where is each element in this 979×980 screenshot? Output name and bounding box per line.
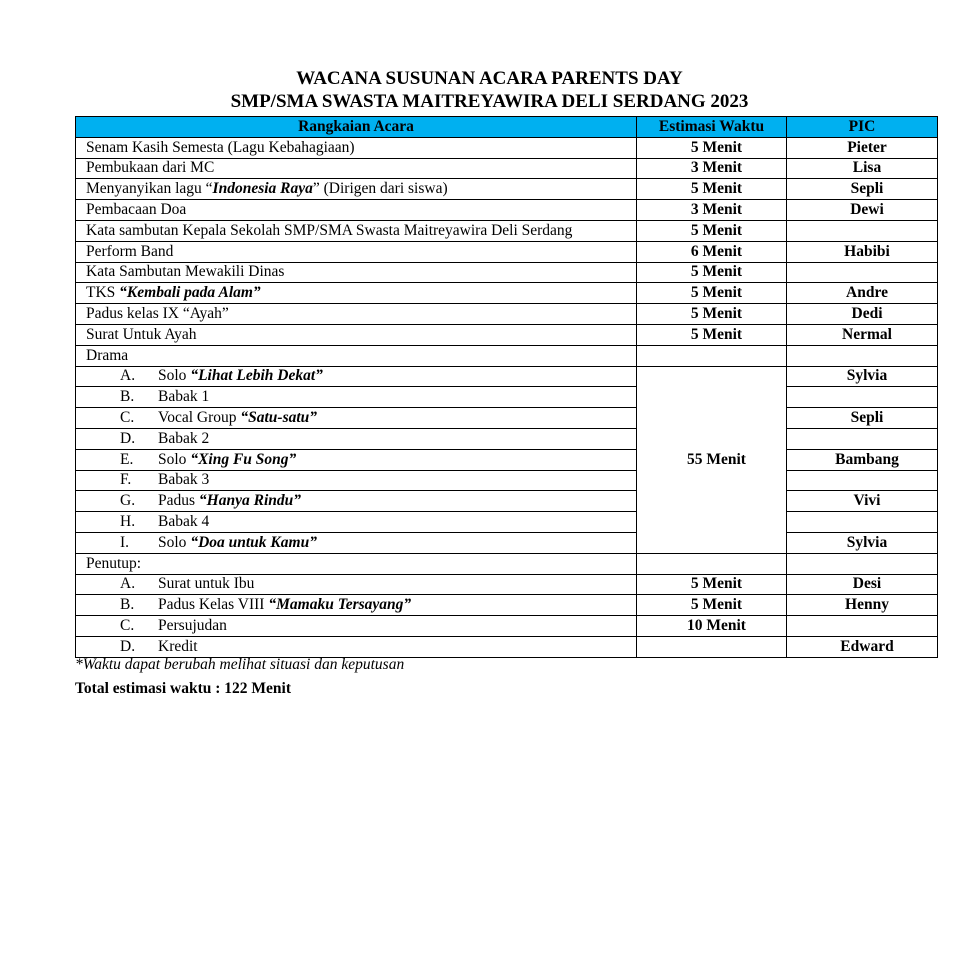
item-text: Babak 1 <box>158 388 210 406</box>
table-row <box>76 324 938 345</box>
drama-item-row <box>76 428 938 449</box>
acara-cell: Perform Band <box>76 241 637 262</box>
penutup-item-cell <box>76 636 637 657</box>
header-pic: PIC <box>787 117 938 138</box>
pic-cell: Nermal <box>787 324 938 345</box>
drama-label: Drama <box>76 345 637 366</box>
drama-item-cell <box>76 408 637 429</box>
drama-item-row <box>76 532 938 553</box>
waktu-cell: 5 Menit <box>637 137 787 158</box>
item-text: Kredit <box>158 637 198 655</box>
drama-item-cell <box>76 428 637 449</box>
drama-item-cell <box>76 491 637 512</box>
pic-cell: Sepli <box>787 179 938 200</box>
pic-cell: Dewi <box>787 200 938 221</box>
acara-text: TKS <box>86 284 120 302</box>
acara-title: “Kembali pada Alam” <box>119 284 261 302</box>
item-marker: A. <box>120 575 136 593</box>
drama-item-row <box>76 512 938 533</box>
waktu-cell: 5 Menit <box>637 304 787 325</box>
item-text: Padus Kelas VIII <box>158 596 269 614</box>
pic-cell: Vivi <box>787 491 938 512</box>
total-estimate: Total estimasi waktu : 122 Menit <box>75 680 291 697</box>
penutup-item-cell <box>76 574 637 595</box>
item-text: Padus <box>158 492 199 510</box>
item-text: Surat untuk Ibu <box>158 575 255 593</box>
acara-cell: Padus kelas IX “Ayah” <box>76 304 637 325</box>
pic-cell <box>787 428 938 449</box>
document-subtitle: SMP/SMA SWASTA MAITREYAWIRA DELI SERDANG 2023 <box>230 91 749 112</box>
penutup-item-row <box>76 595 938 616</box>
item-marker: E. <box>120 450 134 468</box>
item-title: “Xing Fu Song” <box>190 450 297 468</box>
penutup-item-row <box>76 574 938 595</box>
item-marker: C. <box>120 617 135 635</box>
item-marker: B. <box>120 596 135 614</box>
item-marker: F. <box>120 471 132 489</box>
waktu-cell: 3 Menit <box>637 158 787 179</box>
penutup-item-cell <box>76 616 637 637</box>
drama-item-cell <box>76 366 637 387</box>
waktu-cell <box>637 553 787 574</box>
item-text: Solo <box>158 450 191 468</box>
table-row <box>76 304 938 325</box>
waktu-cell: 5 Menit <box>637 595 787 616</box>
acara-cell: Pembukaan dari MC <box>76 158 637 179</box>
acara-cell <box>76 283 637 304</box>
pic-cell: Desi <box>787 574 938 595</box>
pic-cell <box>787 387 938 408</box>
item-marker: G. <box>120 492 136 510</box>
table-row <box>76 179 938 200</box>
footnote: *Waktu dapat berubah melihat situasi dan keputusan <box>75 656 405 673</box>
penutup-item-cell <box>76 595 637 616</box>
table-row <box>76 158 938 179</box>
drama-item-cell <box>76 532 637 553</box>
item-marker: H. <box>120 513 136 531</box>
acara-cell: Kata Sambutan Mewakili Dinas <box>76 262 637 283</box>
item-title: “Satu-satu” <box>240 409 318 427</box>
drama-item-cell <box>76 387 637 408</box>
item-text: Persujudan <box>158 617 227 635</box>
waktu-cell: 10 Menit <box>637 616 787 637</box>
drama-item-row <box>76 449 938 470</box>
waktu-cell: 5 Menit <box>637 179 787 200</box>
waktu-cell <box>637 345 787 366</box>
acara-cell <box>76 179 637 200</box>
drama-item-row <box>76 387 938 408</box>
penutup-label: Penutup: <box>76 553 637 574</box>
waktu-cell: 6 Menit <box>637 241 787 262</box>
acara-cell: Pembacaan Doa <box>76 200 637 221</box>
schedule-table <box>75 116 938 658</box>
pic-cell <box>787 616 938 637</box>
acara-text: Menyanyikan lagu “ <box>86 180 213 198</box>
drama-item-cell <box>76 512 637 533</box>
waktu-cell <box>637 636 787 657</box>
pic-cell: Edward <box>787 636 938 657</box>
table-header-row <box>76 117 938 138</box>
item-text: Vocal Group <box>158 409 241 427</box>
item-marker: C. <box>120 409 135 427</box>
item-marker: I. <box>120 533 130 551</box>
pic-cell: Pieter <box>787 137 938 158</box>
acara-cell: Senam Kasih Semesta (Lagu Kebahagiaan) <box>76 137 637 158</box>
acara-text: ” (Dirigen dari siswa) <box>312 180 448 198</box>
waktu-cell: 5 Menit <box>637 574 787 595</box>
pic-cell: Bambang <box>787 449 938 470</box>
pic-cell: Habibi <box>787 241 938 262</box>
pic-cell <box>787 262 938 283</box>
penutup-header-row <box>76 553 938 574</box>
item-text: Solo <box>158 533 191 551</box>
pic-cell: Andre <box>787 283 938 304</box>
pic-cell <box>787 512 938 533</box>
pic-cell: Sepli <box>787 408 938 429</box>
item-marker: B. <box>120 388 135 406</box>
table-row <box>76 220 938 241</box>
penutup-item-row <box>76 616 938 637</box>
header-rangkaian-acara: Rangkaian Acara <box>76 117 637 138</box>
item-text: Solo <box>158 367 191 385</box>
acara-cell: Kata sambutan Kepala Sekolah SMP/SMA Swasta Maitreyawira Deli Serdang <box>76 220 637 241</box>
pic-cell: Dedi <box>787 304 938 325</box>
drama-item-row <box>76 366 938 387</box>
item-title: “Hanya Rindu” <box>198 492 301 510</box>
item-marker: D. <box>120 429 136 447</box>
waktu-cell: 3 Menit <box>637 200 787 221</box>
drama-item-row <box>76 470 938 491</box>
item-marker: D. <box>120 637 136 655</box>
item-text: Babak 3 <box>158 471 210 489</box>
item-title: “Doa untuk Kamu” <box>190 533 317 551</box>
table-row <box>76 137 938 158</box>
item-text: Babak 2 <box>158 429 210 447</box>
pic-cell <box>787 345 938 366</box>
pic-cell <box>787 470 938 491</box>
waktu-cell: 5 Menit <box>637 262 787 283</box>
drama-header-row <box>76 345 938 366</box>
document-title: WACANA SUSUNAN ACARA PARENTS DAY <box>296 68 683 89</box>
pic-cell: Sylvia <box>787 366 938 387</box>
pic-cell: Lisa <box>787 158 938 179</box>
drama-item-cell <box>76 449 637 470</box>
header-estimasi-waktu: Estimasi Waktu <box>637 117 787 138</box>
item-marker: A. <box>120 367 136 385</box>
table-row <box>76 241 938 262</box>
item-text: Babak 4 <box>158 513 210 531</box>
drama-item-row <box>76 408 938 429</box>
table-row <box>76 200 938 221</box>
item-title: “Lihat Lebih Dekat” <box>190 367 323 385</box>
table-row <box>76 283 938 304</box>
item-title: “Mamaku Tersayang” <box>268 596 412 614</box>
pic-cell <box>787 220 938 241</box>
waktu-cell: 5 Menit <box>637 283 787 304</box>
waktu-cell: 5 Menit <box>637 324 787 345</box>
acara-title: Indonesia Raya <box>212 180 313 198</box>
acara-cell: Surat Untuk Ayah <box>76 324 637 345</box>
table-row <box>76 262 938 283</box>
drama-item-row <box>76 491 938 512</box>
waktu-cell: 5 Menit <box>637 220 787 241</box>
drama-item-cell <box>76 470 637 491</box>
pic-cell: Sylvia <box>787 532 938 553</box>
pic-cell: Henny <box>787 595 938 616</box>
penutup-item-row <box>76 636 938 657</box>
pic-cell <box>787 553 938 574</box>
drama-waktu-cell: 55 Menit <box>637 366 787 553</box>
